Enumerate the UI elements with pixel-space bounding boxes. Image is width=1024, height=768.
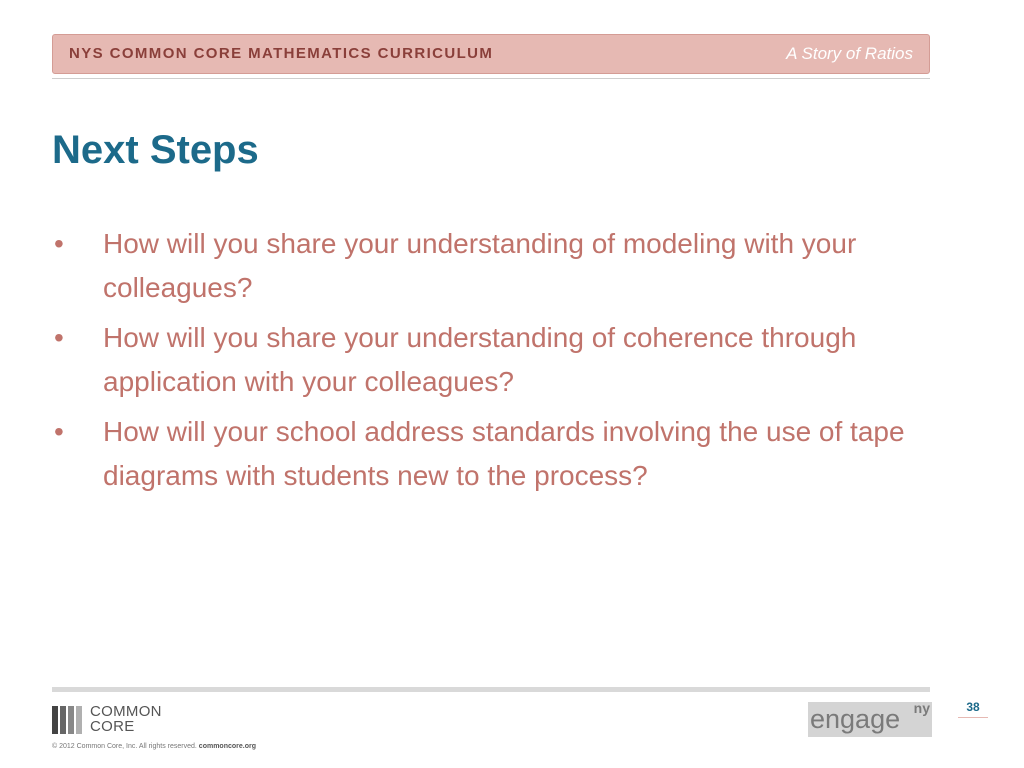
copyright-link[interactable]: commoncore.org bbox=[198, 743, 256, 750]
bullet-text: How will your school address standards involving the use of tape diagrams with students new to the process? bbox=[103, 416, 905, 491]
engage-ny-logo bbox=[808, 702, 932, 737]
bullet-icon: • bbox=[54, 322, 64, 353]
bullet-icon: • bbox=[54, 228, 64, 259]
logo-line-core: CORE bbox=[90, 718, 135, 735]
bullet-item bbox=[52, 410, 962, 498]
page-number-underline bbox=[958, 717, 988, 718]
bullet-text: How will you share your understanding of modeling with your colleagues? bbox=[103, 228, 857, 303]
story-title: A Story of Ratios bbox=[786, 44, 913, 63]
copyright-text: © 2012 Common Core, Inc. All rights reserved. bbox=[52, 743, 197, 750]
curriculum-title: NYS COMMON CORE MATHEMATICS CURRICULUM bbox=[69, 45, 494, 62]
common-core-bars-icon bbox=[52, 706, 84, 734]
bullet-list bbox=[52, 222, 962, 504]
bullet-icon: • bbox=[54, 416, 64, 447]
common-core-logo bbox=[52, 704, 192, 736]
footer-divider bbox=[52, 687, 930, 692]
bullet-item bbox=[52, 316, 962, 404]
bullet-text: How will you share your understanding of coherence through application with your colleagues? bbox=[103, 322, 857, 397]
page-number: 38 bbox=[966, 700, 980, 714]
common-core-wordmark bbox=[90, 704, 162, 734]
header-divider bbox=[52, 78, 930, 79]
engage-wordmark: engage bbox=[810, 704, 901, 734]
slide-title: Next Steps bbox=[52, 128, 259, 172]
copyright-notice bbox=[52, 743, 256, 750]
header-bar bbox=[52, 34, 930, 74]
logo-line-common: COMMON bbox=[90, 703, 162, 720]
bullet-item bbox=[52, 222, 962, 310]
engage-ny-superscript: ny bbox=[913, 700, 930, 716]
